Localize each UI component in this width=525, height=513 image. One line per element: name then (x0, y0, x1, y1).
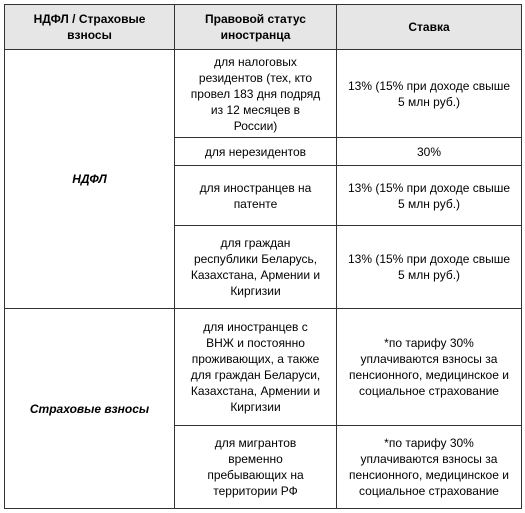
table-body (5, 50, 522, 509)
status-cell: для иностранцев с ВНЖ и постоянно проживающих, а также для граждан Беларуси, Казахстана, Армении и Киргизии (175, 309, 337, 426)
rate-cell: 30% (337, 138, 522, 166)
status-cell: для граждан республики Беларусь, Казахстана, Армении и Киргизии (175, 226, 337, 309)
group-insurance-label: Страховые взносы (5, 309, 175, 509)
status-cell: для мигрантов временно пребывающих на территории РФ (175, 426, 337, 509)
group-ndfl-label: НДФЛ (5, 50, 175, 309)
table-row (5, 309, 522, 426)
tax-rates-table (4, 4, 522, 509)
table-row (5, 50, 522, 138)
header-row (5, 5, 522, 50)
status-cell: для налоговых резидентов (тех, кто провел 183 дня подряд из 12 месяцев в России) (175, 50, 337, 138)
rate-cell: *по тарифу 30% уплачиваются взносы за пенсионного, медицинское и социальное страхование (337, 309, 522, 426)
rate-cell: 13% (15% при доходе свыше 5 млн руб.) (337, 166, 522, 226)
header-rate: Ставка (337, 5, 522, 50)
rate-cell: 13% (15% при доходе свыше 5 млн руб.) (337, 226, 522, 309)
status-cell: для нерезидентов (175, 138, 337, 166)
rate-cell: 13% (15% при доходе свыше 5 млн руб.) (337, 50, 522, 138)
header-tax-type: НДФЛ / Страховые взносы (5, 5, 175, 50)
table-header (5, 5, 522, 50)
rate-cell: *по тарифу 30% уплачиваются взносы за пенсионного, медицинское и социальное страхование (337, 426, 522, 509)
status-cell: для иностранцев на патенте (175, 166, 337, 226)
header-legal-status: Правовой статус иностранца (175, 5, 337, 50)
